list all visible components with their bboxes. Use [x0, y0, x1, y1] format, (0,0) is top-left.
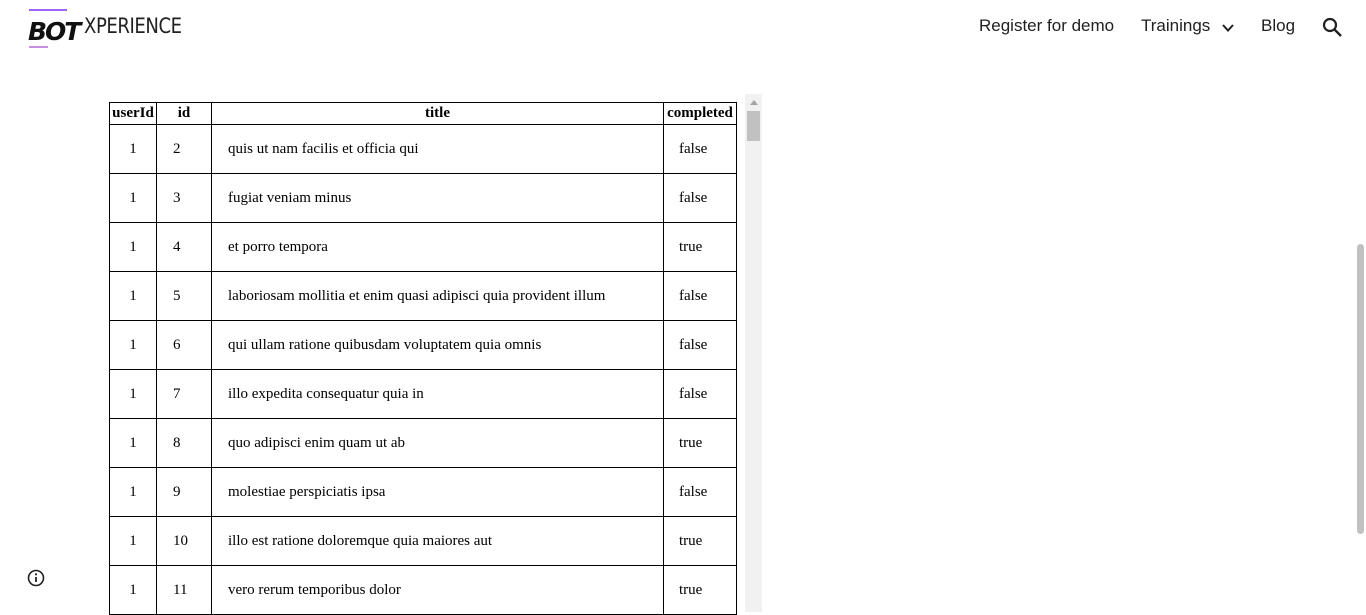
cell-userid: 1 — [110, 272, 157, 321]
table-row — [110, 566, 737, 615]
cell-title: molestiae perspiciatis ipsa — [212, 468, 664, 517]
table-scrollbar-thumb[interactable] — [747, 111, 760, 141]
table-row — [110, 517, 737, 566]
cell-completed: true — [664, 517, 737, 566]
cell-completed: true — [664, 566, 737, 615]
cell-id: 11 — [157, 566, 212, 615]
cell-completed: false — [664, 468, 737, 517]
table-row — [110, 272, 737, 321]
cell-userid: 1 — [110, 321, 157, 370]
cell-title: laboriosam mollitia et enim quasi adipisci quia provident illum — [212, 272, 664, 321]
cell-title: qui ullam ratione quibusdam voluptatem quia omnis — [212, 321, 664, 370]
column-header-userid: userId — [110, 103, 157, 125]
cell-userid: 1 — [110, 566, 157, 615]
nav-blog[interactable]: Blog — [1261, 16, 1296, 35]
search-icon[interactable] — [1322, 17, 1343, 38]
table-row — [110, 468, 737, 517]
table-row — [110, 370, 737, 419]
column-header-id: id — [157, 103, 212, 125]
cell-completed: false — [664, 174, 737, 223]
scroll-up-arrow-icon[interactable] — [750, 100, 758, 105]
cell-title: illo est ratione doloremque quia maiores aut — [212, 517, 664, 566]
todos-table — [109, 102, 737, 615]
table-row — [110, 223, 737, 272]
cell-completed: true — [664, 419, 737, 468]
cell-id: 4 — [157, 223, 212, 272]
cell-title: vero rerum temporibus dolor — [212, 566, 664, 615]
table-row — [110, 174, 737, 223]
page-scrollbar-thumb[interactable] — [1357, 244, 1364, 534]
cell-userid: 1 — [110, 125, 157, 174]
site-header — [0, 0, 1366, 56]
cell-completed: false — [664, 125, 737, 174]
cell-userid: 1 — [110, 517, 157, 566]
cell-id: 5 — [157, 272, 212, 321]
cell-userid: 1 — [110, 174, 157, 223]
cell-title: quis ut nam facilis et officia qui — [212, 125, 664, 174]
chevron-down-icon[interactable] — [1221, 21, 1235, 35]
table-scrollbar[interactable] — [745, 94, 762, 612]
embedded-table-frame — [107, 94, 762, 612]
table-row — [110, 125, 737, 174]
cell-title: illo expedita consequatur quia in — [212, 370, 664, 419]
cell-id: 8 — [157, 419, 212, 468]
cell-userid: 1 — [110, 419, 157, 468]
column-header-completed: completed — [664, 103, 737, 125]
cell-title: quo adipisci enim quam ut ab — [212, 419, 664, 468]
table-header-row — [110, 103, 737, 125]
cell-id: 2 — [157, 125, 212, 174]
bot-logo[interactable] — [26, 8, 80, 48]
brand-name[interactable]: XPERIENCE — [84, 14, 182, 38]
cell-completed: false — [664, 370, 737, 419]
cell-completed: true — [664, 223, 737, 272]
svg-text:BOT: BOT — [28, 17, 80, 46]
cell-userid: 1 — [110, 468, 157, 517]
nav-trainings[interactable]: Trainings — [1141, 16, 1211, 35]
cell-id: 7 — [157, 370, 212, 419]
cell-userid: 1 — [110, 223, 157, 272]
cell-id: 6 — [157, 321, 212, 370]
nav-register-for-demo[interactable]: Register for demo — [979, 16, 1115, 35]
cell-title: et porro tempora — [212, 223, 664, 272]
cell-completed: false — [664, 321, 737, 370]
table-row — [110, 321, 737, 370]
cell-completed: false — [664, 272, 737, 321]
cell-id: 10 — [157, 517, 212, 566]
cell-id: 9 — [157, 468, 212, 517]
table-row — [110, 419, 737, 468]
info-icon[interactable] — [27, 569, 45, 587]
cell-userid: 1 — [110, 370, 157, 419]
cell-title: fugiat veniam minus — [212, 174, 664, 223]
column-header-title: title — [212, 103, 664, 125]
cell-id: 3 — [157, 174, 212, 223]
